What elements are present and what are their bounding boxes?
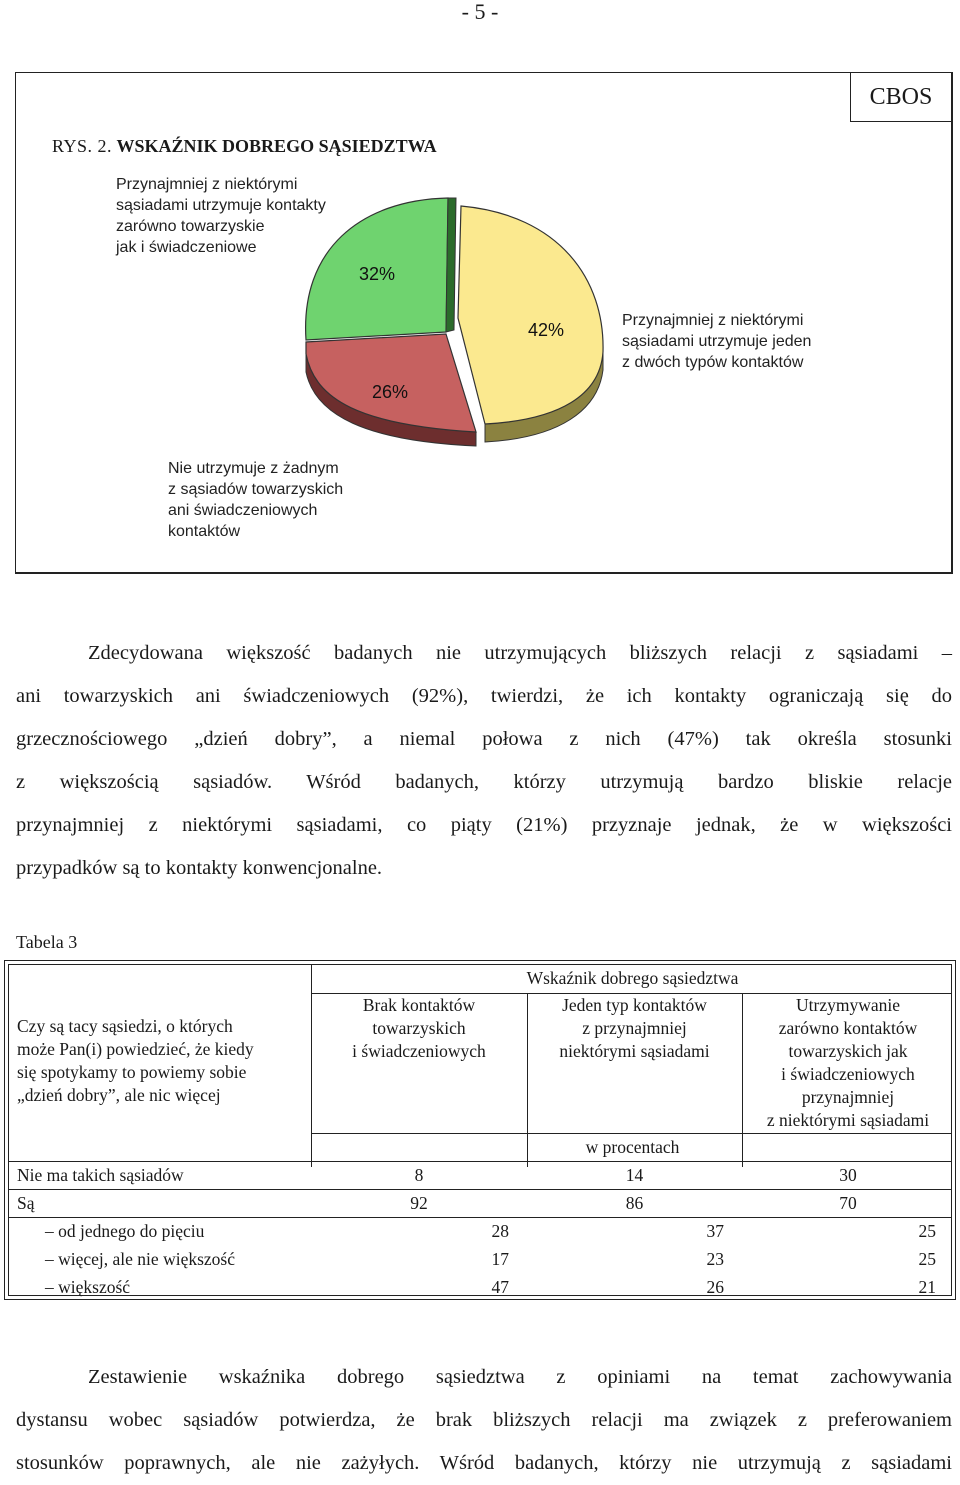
table-unit: w procentach <box>585 1137 680 1157</box>
table-hline-unit <box>311 1133 951 1134</box>
table-cell: 28 <box>491 1221 509 1241</box>
table-row-label: Nie ma takich sąsiadów <box>17 1165 184 1185</box>
pct-label-red: 26% <box>372 382 409 402</box>
figure-label: RYS. 2. <box>52 136 113 156</box>
legend-label-both-contacts: Przynajmniej z niektórymi sąsiadami utrzymuje kontakty zarówno towarzyskie jak i świadczeniowe <box>116 176 326 256</box>
legend-label-no-contacts: Nie utrzymuje z żadnym z sąsiadów towarzyskich ani świadczeniowych kontaktów <box>168 460 344 540</box>
table-col-header-2: Jeden typ kontaktów z przynajmniej niektórymi sąsiadami <box>559 995 710 1061</box>
table-hline-row1 <box>9 1189 951 1190</box>
table-row-label: – większość <box>45 1277 131 1297</box>
body-paragraph-2: Zestawienie wskaźnika dobrego sąsiedztwa z opiniami na temat zachowywania dystansu wobec sąsiadów potwierdza, że brak bliższych relacji ma związek z preferowaniem stosunków poprawnych, ale nie zażyłych. Wśród badanych, którzy nie utrzymują z sąsiadami <box>16 1366 952 1474</box>
table-cell: 26 <box>706 1277 724 1297</box>
data-table-inner <box>8 964 952 1296</box>
pct-label-green: 32% <box>359 264 396 284</box>
table-cell: 92 <box>410 1193 428 1213</box>
table-cell: 25 <box>918 1221 936 1241</box>
table-cell: 25 <box>918 1249 936 1269</box>
data-table <box>4 960 956 1300</box>
legend-label-one-type: Przynajmniej z niektórymi sąsiadami utrzymuje jeden z dwóch typów kontaktów <box>622 312 812 371</box>
pie-slice-green-edge <box>446 198 456 332</box>
table-row-label: Są <box>17 1193 35 1213</box>
pct-label-yellow: 42% <box>528 320 565 340</box>
table-cell: 21 <box>918 1277 936 1297</box>
table-cell: 17 <box>491 1249 509 1269</box>
body-paragraph-1: Zdecydowana większość badanych nie utrzymujących bliższych relacji z sąsiadami – ani towarzyskich ani świadczeniowych (92%), twierdzi, że ich kontakty ograniczają się do grzecznościowego „dzień dobry”, a niemal połowa z nich (47%) tak określa stosunki z większością sąsiadów. Wśród badanych, którzy utrzymują bardzo bliskie relacje przynajmniej z niektórymi sąsiadami, co piąty (21%) przyznaje jednak, że w większości przypadków są to kontakty konwencjonalne. <box>16 642 952 879</box>
table-col-header-3: Utrzymywanie zarówno kontaktów towarzyskich jak i świadczeniowych przynajmniej z niektórymi sąsiadami <box>766 995 930 1130</box>
pie-slice-yellow <box>458 206 603 424</box>
pie-chart <box>0 0 960 600</box>
table-cell: 30 <box>839 1165 857 1185</box>
table-cell: 8 <box>414 1165 424 1185</box>
table-cell: 70 <box>839 1193 857 1213</box>
table-caption: Tabela 3 <box>16 932 78 952</box>
table-row-label: – od jednego do pięciu <box>45 1221 205 1241</box>
table-cell: 47 <box>491 1277 509 1297</box>
table-cell: 86 <box>625 1193 644 1213</box>
cbos-label: CBOS <box>850 72 953 122</box>
table-row-label: – więcej, ale nie większość <box>45 1249 235 1269</box>
figure-title-text: WSKAŹNIK DOBREGO SĄSIEDZTWA <box>116 136 437 156</box>
page-number: - 5 - <box>461 0 499 24</box>
table-cell: 23 <box>706 1249 724 1269</box>
table-hline-header <box>9 1161 951 1162</box>
table-hline-row2 <box>9 1217 951 1218</box>
table-cell: 37 <box>706 1221 724 1241</box>
table-col-header-1: Brak kontaktów towarzyskich i świadczeniowych <box>352 995 486 1061</box>
table-group-header: Wskaźnik dobrego sąsiedztwa <box>526 968 739 988</box>
table-cell: 14 <box>625 1165 644 1185</box>
table-question: Czy są tacy sąsiedzi, o których może Pan(i) powiedzieć, że kiedy się spotykamy to powiemy sobie „dzień dobry”, ale nic więcej <box>17 1016 254 1105</box>
